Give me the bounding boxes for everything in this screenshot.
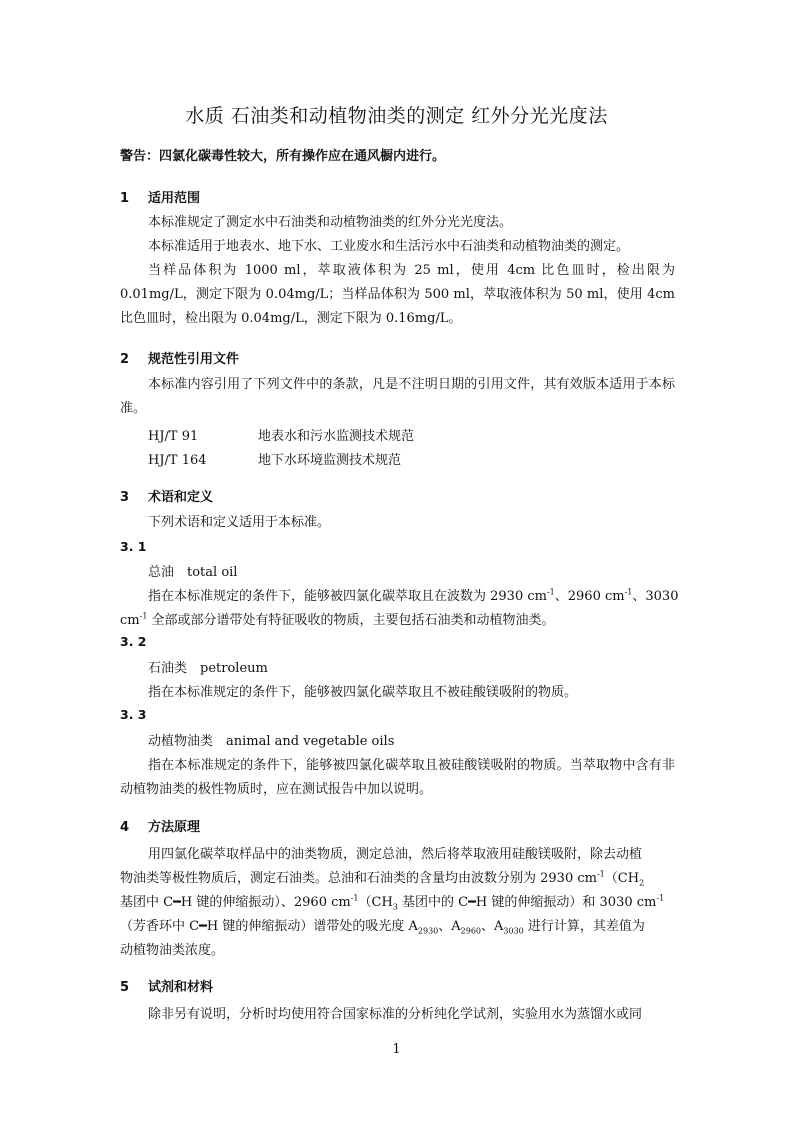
section-title: 术语和定义 — [148, 490, 214, 505]
reference-code: HJ/T 164 — [148, 453, 207, 468]
section-title: 方法原理 — [148, 820, 201, 835]
section-4-line-1: 用四氯化碳萃取样品中的油类物质，测定总油，然后将萃取液用硅酸镁吸附，除去动植 — [148, 847, 643, 862]
section-2-heading — [120, 348, 239, 367]
warning-text: 警告：四氯化碳毒性较大，所有操作应在通风橱内进行。 — [120, 149, 446, 164]
reference-code: HJ/T 91 — [148, 429, 199, 444]
section-4-line-2: 物油类等极性物质后，测定石油类。总油和石油类的含量均由波数分别为 2930 $cm^{-1}(CH_2$ — [120, 869, 645, 888]
document-title: 水质 石油类和动植物油类的测定 红外分光光度法 — [185, 105, 608, 127]
term-name: 石油类 petroleum — [148, 661, 268, 676]
term-name: 动植物油类 animal and vegetable oils — [148, 734, 395, 749]
section-title: 规范性引用文件 — [148, 352, 240, 367]
term-number: 3. 3 — [120, 707, 147, 722]
section-4-line-3: 基团中 C━H 键的伸缩振动）、2960 $cm^{-1}(CH_3$ 基团中的 C━H 键的伸缩振动）和 3030 $cm^{-1}$ — [120, 893, 665, 912]
section-4-heading — [120, 816, 200, 835]
section-1-heading — [120, 187, 200, 206]
section-1-para-2: 本标准适用于地表水、地下水、工业废水和生活污水中石油类和动植物油类的测定。 — [148, 239, 630, 254]
term-definition: 指在本标准规定的条件下，能够被四氯化碳萃取且不被硅酸镁吸附的物质。 — [148, 685, 578, 700]
section-number: 1 — [120, 191, 130, 206]
term-definition-line-1: 指在本标准规定的条件下，能够被四氯化碳萃取且在波数为 2930 $cm^{-1}$、2960 $cm^{-1}$、3030 — [148, 587, 679, 604]
section-3-para-1: 下列术语和定义适用于本标准。 — [148, 515, 331, 530]
term-definition-line-2: $cm^{-1}$ 全部或部分谱带处有特征吸收的物质，主要包括石油类和动植物油类。 — [120, 611, 555, 628]
reference-row — [148, 425, 414, 444]
section-4-line-5: 动植物油类浓度。 — [120, 943, 225, 958]
reference-name: 地表水和污水监测技术规范 — [258, 429, 415, 444]
reference-row — [148, 449, 401, 468]
section-number: 2 — [120, 352, 130, 367]
section-title: 试剂和材料 — [148, 980, 214, 995]
reference-name: 地下水环境监测技术规范 — [258, 453, 402, 468]
section-1-para-3: 当样品体积为 1000 ml，萃取液体积为 25 ml，使用 4cm 比色皿时，检出限为 0.01mg/L，测定下限为 0.04mg/L；当样品体积为 500 ml，萃取液体积为 50 ml，使用 4cm 比色皿时，检出限为 0.04mg/L，测定下限为 0.16mg/L。 — [120, 263, 675, 326]
section-5-heading — [120, 976, 213, 995]
page-number: 1 — [392, 1042, 401, 1057]
term-name: 总油 total oil — [148, 565, 238, 580]
term-number: 3. 1 — [120, 539, 147, 554]
term-definition: 指在本标准规定的条件下，能够被四氯化碳萃取且被硅酸镁吸附的物质。当萃取物中含有非动植物油类的极性物质时，应在测试报告中加以说明。 — [120, 758, 675, 797]
section-number: 4 — [120, 820, 130, 835]
section-number: 5 — [120, 980, 130, 995]
section-5-line-1: 除非另有说明，分析时均使用符合国家标准的分析纯化学试剂，实验用水为蒸馏水或同 — [148, 1007, 643, 1022]
section-number: 3 — [120, 490, 130, 505]
section-4-line-4: （芳香环中 C━H 键的伸缩振动）谱带处的吸光度 $A_{2930}$、$A_{2960}$、$A_{3030}$ 进行计算，其差值为 — [120, 919, 645, 936]
section-2-para-1: 本标准内容引用了下列文件中的条款，凡是不注明日期的引用文件，其有效版本适用于本标准。 — [120, 377, 675, 416]
section-1-para-1: 本标准规定了测定水中石油类和动植物油类的红外分光光度法。 — [148, 215, 513, 230]
section-3-heading — [120, 486, 213, 505]
term-number: 3. 2 — [120, 634, 147, 649]
section-title: 适用范围 — [148, 191, 201, 206]
